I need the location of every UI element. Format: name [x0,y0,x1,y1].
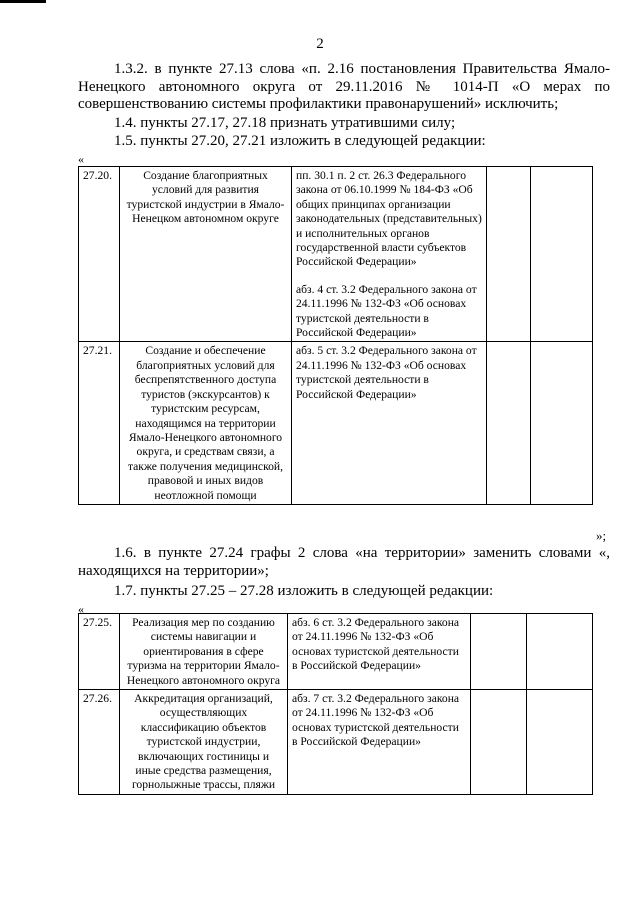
item-name: Реализация мер по созданию системы навигации и ориентирования в сфере туризма на территории Ямало-Ненецкого автономного округа [120,614,288,690]
paragraph-1-4: 1.4. пункты 27.17, 27.18 признать утратившими силу; [114,115,456,131]
legal-basis-paragraph: абз. 7 ст. 3.2 Федерального закона от 24.11.1996 № 132-ФЗ «Об основах туристской деятельности в Российской Федерации» [292,692,460,749]
empty-cell [531,342,593,504]
table1-close-quote: »; [596,528,607,543]
legal-basis-paragraph: пп. 30.1 п. 2 ст. 26.3 Федерального закона от 06.10.1999 № 184-ФЗ «Об общих принципах организации законодательных (представительных) и исполнительных органов государственной власти субъектов Российской Федерации» [296,169,482,269]
empty-cell [487,342,531,504]
table-row [79,167,593,342]
paragraph-1-6-text: 1.6. в пункте 27.24 графы 2 слова «на территории» заменить словами «, находящихся на территории»; [78,545,610,579]
empty-cell [471,690,527,795]
legal-basis-paragraph: абз. 5 ст. 3.2 Федерального закона от 24.11.1996 № 132-ФЗ «Об основах туристской деятельности в Российской Федерации» [296,344,477,401]
paragraph-1-3-2 [78,61,610,114]
item-name: Создание и обеспечение благоприятных условий для беспрепятственного доступа туристов (экскурсантов) к туристским ресурсам, находящимся на территории Ямало-Ненецкого автономного округа, и средствам связи, а также получения медицинской, правовой и иных видов неотложной помощи [120,342,292,504]
table-items-27-25-27-26 [78,613,593,795]
table-row [79,342,593,504]
item-name: Создание благоприятных условий для развития туристской индустрии в Ямало-Ненецком автономном округе [120,167,292,342]
table1-body [79,167,593,505]
legal-basis-paragraph: абз. 4 ст. 3.2 Федерального закона от 24.11.1996 № 132-ФЗ «Об основах туристской деятельности в Российской Федерации» [296,282,477,340]
empty-cell [527,690,593,795]
paragraph-1-6 [78,545,610,580]
table-row [79,614,593,690]
item-number: 27.20. [79,167,120,342]
legal-basis [292,342,487,504]
item-number: 27.21. [79,342,120,504]
page-number: 2 [316,36,324,52]
item-number: 27.25. [79,614,120,690]
paragraph-1-5: 1.5. пункты 27.20, 27.21 изложить в следующей редакции: [114,133,486,149]
legal-basis-paragraph: абз. 6 ст. 3.2 Федерального закона от 24.11.1996 № 132-ФЗ «Об основах туристской деятельности в Российской Федерации» [292,616,460,673]
empty-cell [471,614,527,690]
legal-basis [288,614,471,690]
item-name: Аккредитация организаций, осуществляющих классификацию объектов туристской индустрии, включающих гостиницы и иные средства размещения, горнолыжные трассы, пляжи [120,690,288,795]
empty-cell [487,167,531,342]
paragraph-1-3-2-text: 1.3.2. в пункте 27.13 слова «п. 2.16 постановления Правительства Ямало-Ненецкого автономного округа от 29.11.2016 № 1014-П «О мерах по совершенствованию системы профилактики правонарушений» исключить; [78,61,610,112]
table2-body [79,614,593,795]
corner-mark [0,0,46,3]
table-items-27-20-27-21 [78,166,593,505]
item-number: 27.26. [79,690,120,795]
legal-basis [292,167,487,342]
legal-basis [288,690,471,795]
table-row [79,690,593,795]
table1-open-quote: « [78,152,84,166]
empty-cell [527,614,593,690]
empty-cell [531,167,593,342]
table2-open-quote: « [78,602,84,616]
paragraph-1-7: 1.7. пункты 27.25 – 27.28 изложить в следующей редакции: [114,583,494,599]
